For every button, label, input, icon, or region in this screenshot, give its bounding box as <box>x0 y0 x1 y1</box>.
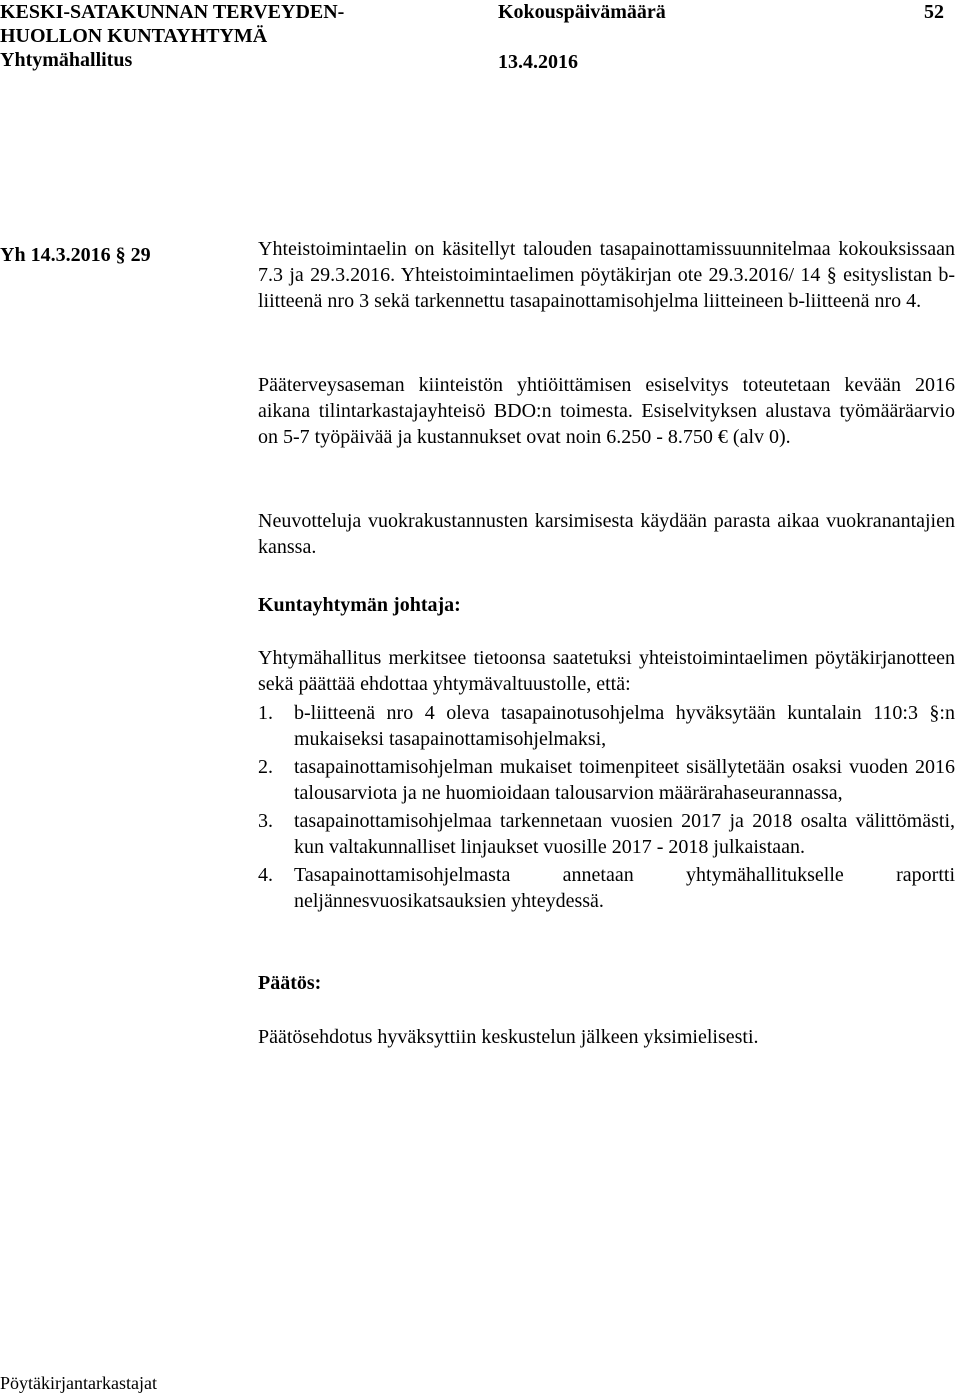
organization-name <box>0 0 400 72</box>
signatures-label: Pöytäkirjantarkastajat <box>0 1373 157 1393</box>
list-item-text: tasapainottamisohjelman mukaiset toimenpiteet sisällytetään osaksi vuoden 2016 talousarviota ja ne huomioidaan talousarvion määrärahaseurannassa, <box>294 756 955 804</box>
organization-name-line1: KESKI-SATAKUNNAN TERVEYDEN- <box>0 1 345 23</box>
list-item <box>258 700 955 752</box>
decision-heading: Päätös: <box>258 972 322 994</box>
paragraph-cooperation-body: Yhteistoimintaelin on käsitellyt talouden tasapainottamissuunnitelmaa kokouksissaan 7.3 ja 29.3.2016. Yhteistoimintaelimen pöytäkirjan ote 29.3.2016/ 14 § esityslistan b-liitteenä nro 3 sekä tarkennettu tasapainottamisohjelma liitteineen b-liitteenä nro 4. <box>258 238 955 312</box>
paragraph-rent-negotiations: Neuvotteluja vuokrakustannusten karsimisesta käydään parasta aikaa vuokranantajien kanssa. <box>258 510 955 558</box>
meeting-date: 13.4.2016 <box>498 51 578 73</box>
proposal-list <box>258 700 955 914</box>
proposal-intro: Yhtymähallitus merkitsee tietoonsa saatetuksi yhteistoimintaelimen pöytäkirjanotteen sekä päättää ehdottaa yhtymävaltuustolle, että: <box>258 647 955 695</box>
page-number: 52 <box>924 1 944 23</box>
list-item-text: tasapainottamisohjelmaa tarkennetaan vuosien 2017 ja 2018 osalta välittömästi, kun valtakunnalliset linjaukset vuosille 2017 - 2018 julkaistaan. <box>294 810 955 858</box>
director-heading: Kuntayhtymän johtaja: <box>258 594 461 616</box>
list-item <box>258 862 955 914</box>
list-item-text: Tasapainottamisohjelmasta annetaan yhtymähallitukselle raportti neljännesvuosikatsauksien yhteydessä. <box>294 864 955 912</box>
decision-text: Päätösehdotus hyväksyttiin keskustelun jälkeen yksimielisesti. <box>258 1026 759 1048</box>
section-reference: Yh 14.3.2016 § 29 <box>0 244 151 266</box>
meeting-date-label: Kokouspäivämäärä <box>498 1 666 23</box>
list-item <box>258 808 955 860</box>
list-item-number: 3. <box>258 810 273 832</box>
list-item <box>258 754 955 806</box>
list-item-text: b-liitteenä nro 4 oleva tasapainotusohjelma hyväksytään kuntalain 110:3 §:n mukaiseksi tasapainottamisohjelmaksi, <box>294 702 955 750</box>
list-item-number: 4. <box>258 864 273 886</box>
list-item-number: 2. <box>258 756 273 778</box>
organization-name-line2: HUOLLON KUNTAYHTYMÄ <box>0 25 268 47</box>
paragraph-property-incorporation: Pääterveysaseman kiinteistön yhtiöittämisen esiselvitys toteutetaan kevään 2016 aikana tilintarkastajayhteisö BDO:n toimesta. Esiselvityksen alustava työmääräarvio on 5-7 työpäivää ja kustannukset ovat noin 6.250 - 8.750 € (alv 0). <box>258 374 955 448</box>
body-name: Yhtymähallitus <box>0 49 133 71</box>
list-item-number: 1. <box>258 702 273 724</box>
